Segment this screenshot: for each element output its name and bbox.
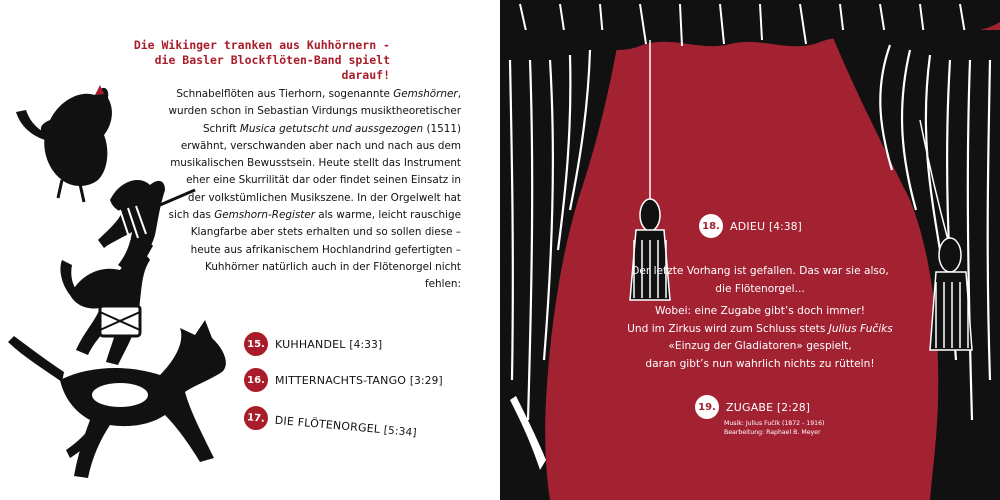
track-title: ZUGABE — [726, 400, 774, 414]
track-duration: [4:33] — [349, 338, 383, 351]
track-duration: [4:38] — [768, 220, 802, 233]
farewell-line-1: Der letzte Vorhang ist gefallen. Das war sie also, — [631, 265, 889, 277]
track-duration: [2:28] — [777, 401, 811, 414]
page-title — [110, 38, 390, 83]
left-tassel-icon — [630, 40, 670, 300]
right-page — [500, 0, 1000, 500]
track-number-badge: 19. — [695, 395, 719, 419]
intro-emphasis-gemshorn-register: Gemshorn-Register — [214, 209, 315, 222]
intro-paragraph — [166, 86, 461, 294]
track-duration: [5:34] — [383, 423, 418, 439]
encore-composer: Julius Fučiks — [828, 322, 893, 335]
rooster-figure — [16, 85, 112, 202]
credit-music: Musik: Julius Fučík (1872 - 1916) — [724, 420, 825, 427]
track-number-badge: 15. — [244, 332, 268, 356]
track-number-badge: 17. — [243, 405, 269, 431]
track-title: DIE FLÖTENORGEL — [274, 413, 381, 436]
track-credits — [724, 420, 824, 437]
track-title: ADIEU — [730, 219, 766, 233]
farewell-line-2: die Flötenorgel... — [715, 282, 805, 295]
encore-line-2a: Und im Zirkus wird zum Schluss stets — [627, 322, 829, 335]
credit-arrangement: Bearbeitung: Raphael B. Meyer — [724, 428, 821, 436]
intro-emphasis-musica: Musica getutscht und aussgezogen — [239, 122, 424, 135]
left-drape — [500, 30, 620, 500]
encore-line-4: daran gibt’s nun wahrlich nichts zu rütteln! — [645, 357, 875, 370]
intro-text-e: (1511) erwähnt, verschwanden aber nach und nach aus dem musikalischen Bewusstsein. Heute stellt das Instrument eher eine Skurrilität dar oder findet seinen Einsatz in der volkstümlichen Musikszene. In der Orgelwelt hat sich das — [168, 122, 461, 222]
track-title: KUHHANDEL — [275, 337, 346, 351]
title-line-2: die Basler Blockflöten-Band spielt darauf! — [154, 53, 390, 82]
track-duration: [3:29] — [409, 374, 443, 387]
encore-line-1: Wobei: eine Zugabe gibt’s doch immer! — [655, 305, 865, 317]
farewell-paragraph — [610, 263, 910, 298]
title-line-1: Die Wikinger tranken aus Kuhhörnern - — [133, 38, 390, 52]
track-16 — [244, 368, 443, 392]
track-18 — [699, 214, 802, 238]
encore-line-3: «Einzug der Gladiatoren» gespielt, — [668, 340, 852, 353]
intro-text-c: , wurden schon in Sebastian Virdungs musiktheoretischer Schrift — [168, 88, 461, 135]
track-15 — [244, 332, 382, 356]
track-19 — [695, 395, 810, 419]
encore-paragraph — [610, 303, 910, 373]
track-number-badge: 16. — [244, 368, 268, 392]
intro-text-a: Schnabelflöten aus Tierhorn, sogenannte — [176, 88, 394, 100]
track-number-badge: 18. — [699, 214, 723, 238]
intro-emphasis-gemshoerner: Gemshörner — [393, 88, 458, 100]
track-title: MITTERNACHTS-TANGO — [275, 373, 407, 387]
intro-text-g: als warme, leicht rauschige Klangfarbe aber stets erhalten und so sollen diese – heute aus afrikanischem Hochlandrind gefertigten – Kuhhörner natürlich auch in der Flötenorgel nicht fehlen: — [190, 209, 461, 291]
